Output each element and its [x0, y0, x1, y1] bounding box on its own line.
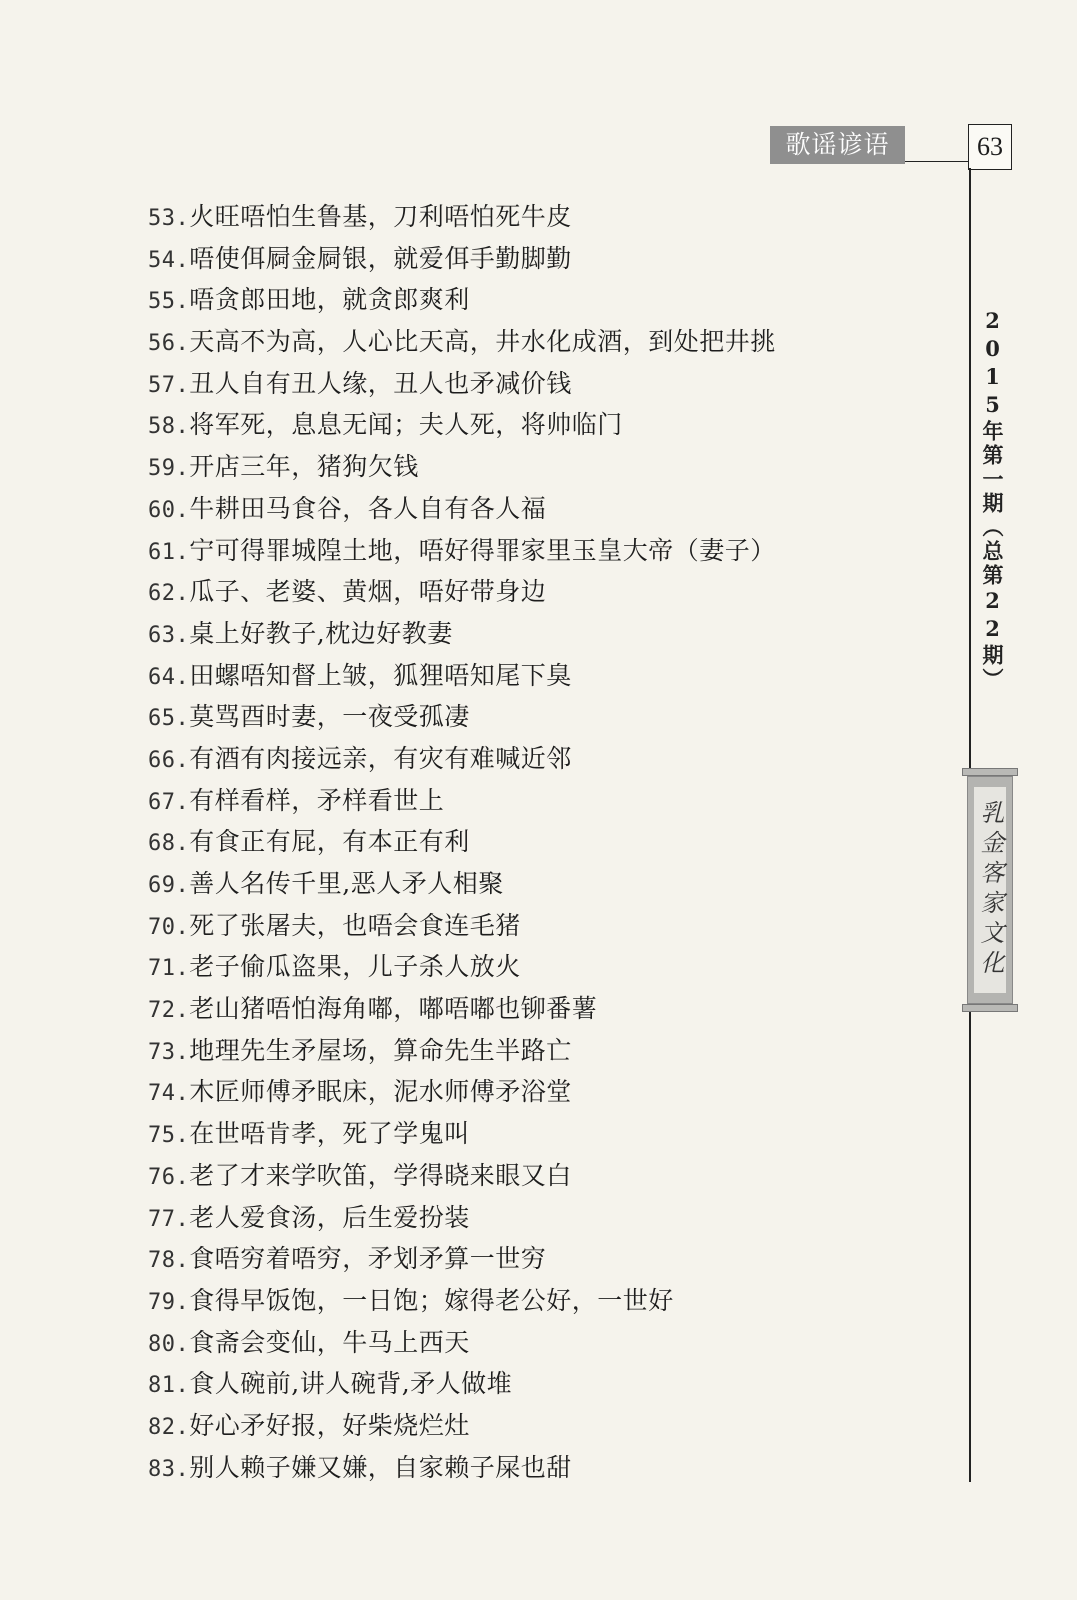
item-text: 有食正有屁，有本正有利 [189, 827, 470, 857]
item-number: 58. [148, 414, 190, 440]
item-text: 食唔穷着唔穷，矛划矛算一世穷 [189, 1244, 547, 1274]
item-number: 64. [148, 664, 190, 690]
item-text: 桌上好教子,枕边好教妻 [189, 618, 453, 648]
item-text: 食斋会变仙，牛马上西天 [189, 1327, 470, 1357]
item-number: 62. [148, 581, 190, 607]
item-number: 81. [148, 1373, 190, 1399]
list-item [148, 1280, 776, 1322]
item-text: 老子偷瓜盗果，儿子杀人放火 [189, 952, 521, 982]
list-item [148, 404, 776, 446]
item-text: 田螺唔知督上皱，狐狸唔知尾下臭 [189, 660, 572, 690]
list-item [148, 1405, 776, 1447]
list-item [148, 279, 776, 321]
margin-rule-bottom [969, 1012, 971, 1482]
item-text: 老了才来学吹笛，学得晓来眼又白 [189, 1160, 572, 1190]
scroll-emblem [962, 768, 1018, 1012]
list-item [148, 321, 776, 363]
list-item [148, 1197, 776, 1239]
item-number: 73. [148, 1039, 190, 1065]
item-number: 59. [148, 456, 190, 482]
item-number: 67. [148, 789, 190, 815]
item-number: 77. [148, 1206, 190, 1232]
list-item [148, 863, 776, 905]
item-text: 莫骂酉时妻，一夜受孤凄 [189, 702, 470, 732]
item-number: 57. [148, 372, 190, 398]
list-item [148, 1447, 776, 1489]
item-text: 唔贪郎田地，就贪郎爽利 [189, 285, 470, 315]
list-item [148, 530, 776, 572]
list-item [148, 696, 776, 738]
proverb-list [148, 196, 776, 1488]
list-item [148, 1238, 776, 1280]
list-item [148, 988, 776, 1030]
issue-label: 2015年第一期（总第22期） [980, 308, 1005, 692]
list-item [148, 1071, 776, 1113]
item-text: 瓜子、老婆、黄烟，唔好带身边 [189, 577, 547, 607]
list-item [148, 571, 776, 613]
item-number: 55. [148, 289, 190, 315]
item-text: 死了张屠夫，也唔会食连毛猪 [189, 910, 521, 940]
list-item [148, 1155, 776, 1197]
list-item [148, 1363, 776, 1405]
item-number: 56. [148, 331, 190, 357]
item-number: 68. [148, 831, 190, 857]
item-text: 牛耕田马食谷，各人自有各人福 [189, 493, 547, 523]
item-number: 74. [148, 1081, 190, 1107]
list-item [148, 488, 776, 530]
scroll-rod-bottom [962, 1004, 1018, 1012]
item-number: 63. [148, 622, 190, 648]
item-number: 83. [148, 1456, 190, 1482]
item-number: 71. [148, 956, 190, 982]
margin-rule-top [969, 168, 971, 768]
item-number: 75. [148, 1123, 190, 1149]
item-text: 食得早饭饱，一日饱；嫁得老公好，一世好 [189, 1285, 674, 1315]
list-item [148, 1113, 776, 1155]
item-text: 火旺唔怕生鲁基，刀利唔怕死牛皮 [189, 202, 572, 231]
section-title: 歌谣谚语 [770, 126, 905, 164]
item-number: 66. [148, 747, 190, 773]
item-text: 有酒有肉接远亲，有灾有难喊近邻 [189, 743, 572, 773]
item-text: 食人碗前,讲人碗背,矛人做堆 [189, 1369, 513, 1399]
item-number: 65. [148, 706, 190, 732]
header-rule [905, 161, 969, 162]
item-text: 木匠师傅矛眠床，泥水师傅矛浴堂 [189, 1077, 572, 1107]
list-item [148, 1030, 776, 1072]
list-item [148, 946, 776, 988]
item-text: 唔使佴屙金屙银，就爱佴手勤脚勤 [189, 243, 572, 273]
item-text: 在世唔肯孝，死了学鬼叫 [189, 1119, 470, 1149]
page-number: 63 [968, 124, 1012, 170]
item-text: 别人赖子嫌又嫌，自家赖子屎也甜 [189, 1452, 572, 1482]
list-item [148, 780, 776, 822]
item-number: 79. [148, 1289, 190, 1315]
item-number: 53. [148, 206, 190, 231]
item-number: 54. [148, 247, 190, 273]
item-number: 78. [148, 1248, 190, 1274]
item-text: 老山猪唔怕海角嘟，嘟唔嘟也铆番薯 [189, 994, 598, 1024]
scroll-rod-top [962, 768, 1018, 776]
item-number: 61. [148, 539, 190, 565]
item-number: 72. [148, 998, 190, 1024]
list-item [148, 738, 776, 780]
item-text: 好心矛好报，好柴烧烂灶 [189, 1410, 470, 1440]
item-text: 善人名传千里,恶人矛人相聚 [189, 869, 504, 898]
item-number: 82. [148, 1414, 190, 1440]
scroll-body [967, 776, 1013, 1004]
item-text: 宁可得罪城隍土地，唔好得罪家里玉皇大帝（妻子） [189, 535, 776, 565]
list-item [148, 196, 776, 238]
item-number: 70. [148, 914, 190, 940]
list-item [148, 655, 776, 697]
item-text: 丑人自有丑人缘，丑人也矛减价钱 [189, 368, 572, 398]
item-text: 地理先生矛屋场，算命先生半路亡 [189, 1035, 572, 1065]
item-text: 老人爱食汤，后生爱扮装 [189, 1202, 470, 1232]
item-text: 将军死，息息无闻；夫人死，将帅临门 [189, 410, 623, 440]
item-number: 80. [148, 1331, 190, 1357]
item-number: 69. [148, 873, 190, 898]
list-item [148, 905, 776, 947]
list-item [148, 821, 776, 863]
item-text: 有样看样，矛样看世上 [189, 785, 445, 815]
list-item [148, 446, 776, 488]
list-item [148, 613, 776, 655]
item-text: 天高不为高，人心比天高，井水化成酒，到处把井挑 [189, 327, 776, 357]
list-item [148, 363, 776, 405]
list-item [148, 238, 776, 280]
item-number: 76. [148, 1164, 190, 1190]
item-number: 60. [148, 497, 190, 523]
item-text: 开店三年，猪狗欠钱 [189, 452, 419, 482]
list-item [148, 1322, 776, 1364]
scroll-label: 乳金客家文化 [974, 787, 1006, 993]
